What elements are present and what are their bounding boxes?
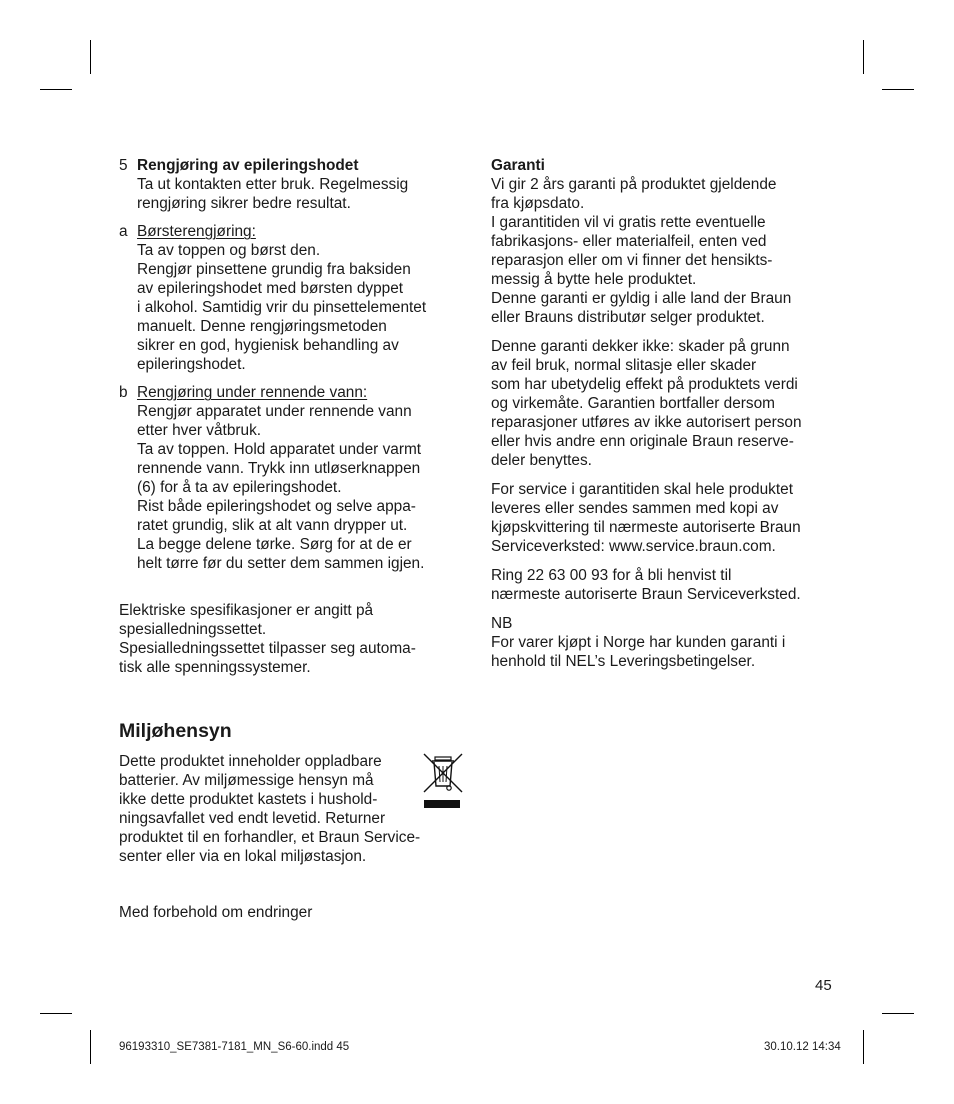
- text-line: rennende vann. Trykk inn utløserknappen: [137, 460, 421, 477]
- text-line: manuelt. Denne rengjøringsmetoden: [137, 318, 387, 335]
- environment-heading: Miljøhensyn: [119, 720, 232, 742]
- text-line: Ta av toppen. Hold apparatet under varmt: [137, 441, 422, 458]
- text-line: I garantitiden vil vi gratis rette eventuelle: [491, 214, 766, 231]
- nb-paragraph: [491, 614, 841, 671]
- crop-mark: [863, 40, 864, 74]
- service-paragraph: [491, 480, 841, 556]
- change-notice: Med forbehold om endringer: [119, 904, 313, 921]
- crop-mark: [882, 89, 914, 90]
- text-line: senter eller via en lokal miljøstasjon.: [119, 848, 367, 865]
- text-line: eller Brauns distributør selger produktet.: [491, 309, 765, 326]
- text-line: rengjøring sikrer bedre resultat.: [137, 195, 351, 212]
- text-line: Serviceverksted: www.service.braun.com.: [491, 538, 776, 555]
- text-line: og virkemåte. Garantien bortfaller dersom: [491, 395, 775, 412]
- text-line: Spesialledningssettet tilpasser seg automa-: [119, 640, 416, 657]
- text-line: Vi gir 2 års garanti på produktet gjeldende: [491, 176, 777, 193]
- text-line: produktet til en forhandler, et Braun Service-: [119, 829, 421, 846]
- text-line: NB: [491, 615, 513, 632]
- text-line: Rengjør pinsettene grundig fra baksiden: [137, 261, 411, 278]
- text-line: tisk alle spenningssystemer.: [119, 659, 311, 676]
- text-line: For service i garantitiden skal hele produktet: [491, 481, 793, 498]
- text-line: Dette produktet inneholder oppladbare: [119, 753, 382, 770]
- text-line: spesialledningssettet.: [119, 621, 267, 638]
- text-line: fra kjøpsdato.: [491, 195, 585, 212]
- crop-mark: [90, 1030, 91, 1064]
- guarantee-paragraph: [491, 175, 841, 327]
- section-marker: a: [119, 223, 128, 240]
- left-column: [119, 156, 464, 922]
- text-line: Elektriske spesifikasjoner er angitt på: [119, 602, 374, 619]
- environment-section: [119, 752, 464, 866]
- guarantee-title: Garanti: [491, 157, 545, 174]
- text-line: fabrikasjons- eller materialfeil, enten ved: [491, 233, 767, 250]
- guarantee-exclusions: [491, 337, 841, 470]
- text-line: (6) for å ta av epileringshodet.: [137, 479, 342, 496]
- section-a: [119, 222, 464, 374]
- text-line: eller hvis andre enn originale Braun reserve-: [491, 433, 794, 450]
- text-line: kjøpskvittering til nærmeste autoriserte Braun: [491, 519, 801, 536]
- text-line: reparasjon eller om vi finner det hensikts-: [491, 252, 773, 269]
- text-line: Ring 22 63 00 93 for å bli henvist til: [491, 567, 732, 584]
- text-line: av feil bruk, normal slitasje eller skader: [491, 357, 757, 374]
- crop-mark: [90, 40, 91, 74]
- text-line: deler benyttes.: [491, 452, 592, 469]
- text-line: Ta av toppen og børst den.: [137, 242, 321, 259]
- page-number: 45: [815, 977, 832, 994]
- crop-mark: [863, 1030, 864, 1064]
- text-line: som har ubetydelig effekt på produktets verdi: [491, 376, 798, 393]
- section-number: 5: [119, 157, 128, 174]
- text-line: leveres eller sendes sammen med kopi av: [491, 500, 779, 517]
- text-line: ratet grundig, slik at alt vann drypper ut.: [137, 517, 408, 534]
- subsection-title: Børsterengjøring:: [137, 223, 256, 240]
- electrical-note: [119, 601, 464, 677]
- text-line: Denne garanti er gyldig i alle land der Braun: [491, 290, 792, 307]
- phone-paragraph: [491, 566, 841, 604]
- text-line: ikke dette produktet kastets i hushold-: [119, 791, 378, 808]
- text-line: epileringshodet.: [137, 356, 246, 373]
- text-line: For varer kjøpt i Norge har kunden garanti i: [491, 634, 786, 651]
- text-line: nærmeste autoriserte Braun Serviceverksted.: [491, 586, 801, 603]
- text-line: batterier. Av miljømessige hensyn må: [119, 772, 374, 789]
- footer-date: 30.10.12 14:34: [764, 1041, 841, 1053]
- text-line: ningsavfallet ved endt levetid. Returner: [119, 810, 386, 827]
- crop-mark: [40, 1013, 72, 1014]
- text-line: sikrer en god, hygienisk behandling av: [137, 337, 399, 354]
- text-line: i alkohol. Samtidig vrir du pinsettelementet: [137, 299, 427, 316]
- section-title: Rengjøring av epileringshodet: [137, 157, 359, 174]
- text-line: henhold til NEL’s Leveringsbetingelser.: [491, 653, 756, 670]
- text-line: Rengjør apparatet under rennende vann: [137, 403, 412, 420]
- section-b: [119, 383, 464, 573]
- section-marker: b: [119, 384, 128, 401]
- text-line: La begge delene tørke. Sørg for at de er: [137, 536, 412, 553]
- text-line: Ta ut kontakten etter bruk. Regelmessig: [137, 176, 409, 193]
- crossed-out-wheelie-bin-icon: [422, 752, 464, 812]
- right-column: [491, 156, 841, 671]
- text-line: messig å bytte hele produktet.: [491, 271, 697, 288]
- section-5: [119, 156, 464, 213]
- text-line: Denne garanti dekker ikke: skader på grunn: [491, 338, 790, 355]
- crop-mark: [882, 1013, 914, 1014]
- subsection-title: Rengjøring under rennende vann:: [137, 384, 368, 401]
- text-line: reparasjoner utføres av ikke autorisert person: [491, 414, 802, 431]
- text-line: helt tørre før du setter dem sammen igjen.: [137, 555, 425, 572]
- text-line: av epileringshodet med børsten dyppet: [137, 280, 404, 297]
- text-line: etter hver våtbruk.: [137, 422, 262, 439]
- crop-mark: [40, 89, 72, 90]
- footer-file-info: 96193310_SE7381-7181_MN_S6-60.indd 45: [119, 1041, 350, 1053]
- text-line: Rist både epileringshodet og selve appa-: [137, 498, 416, 515]
